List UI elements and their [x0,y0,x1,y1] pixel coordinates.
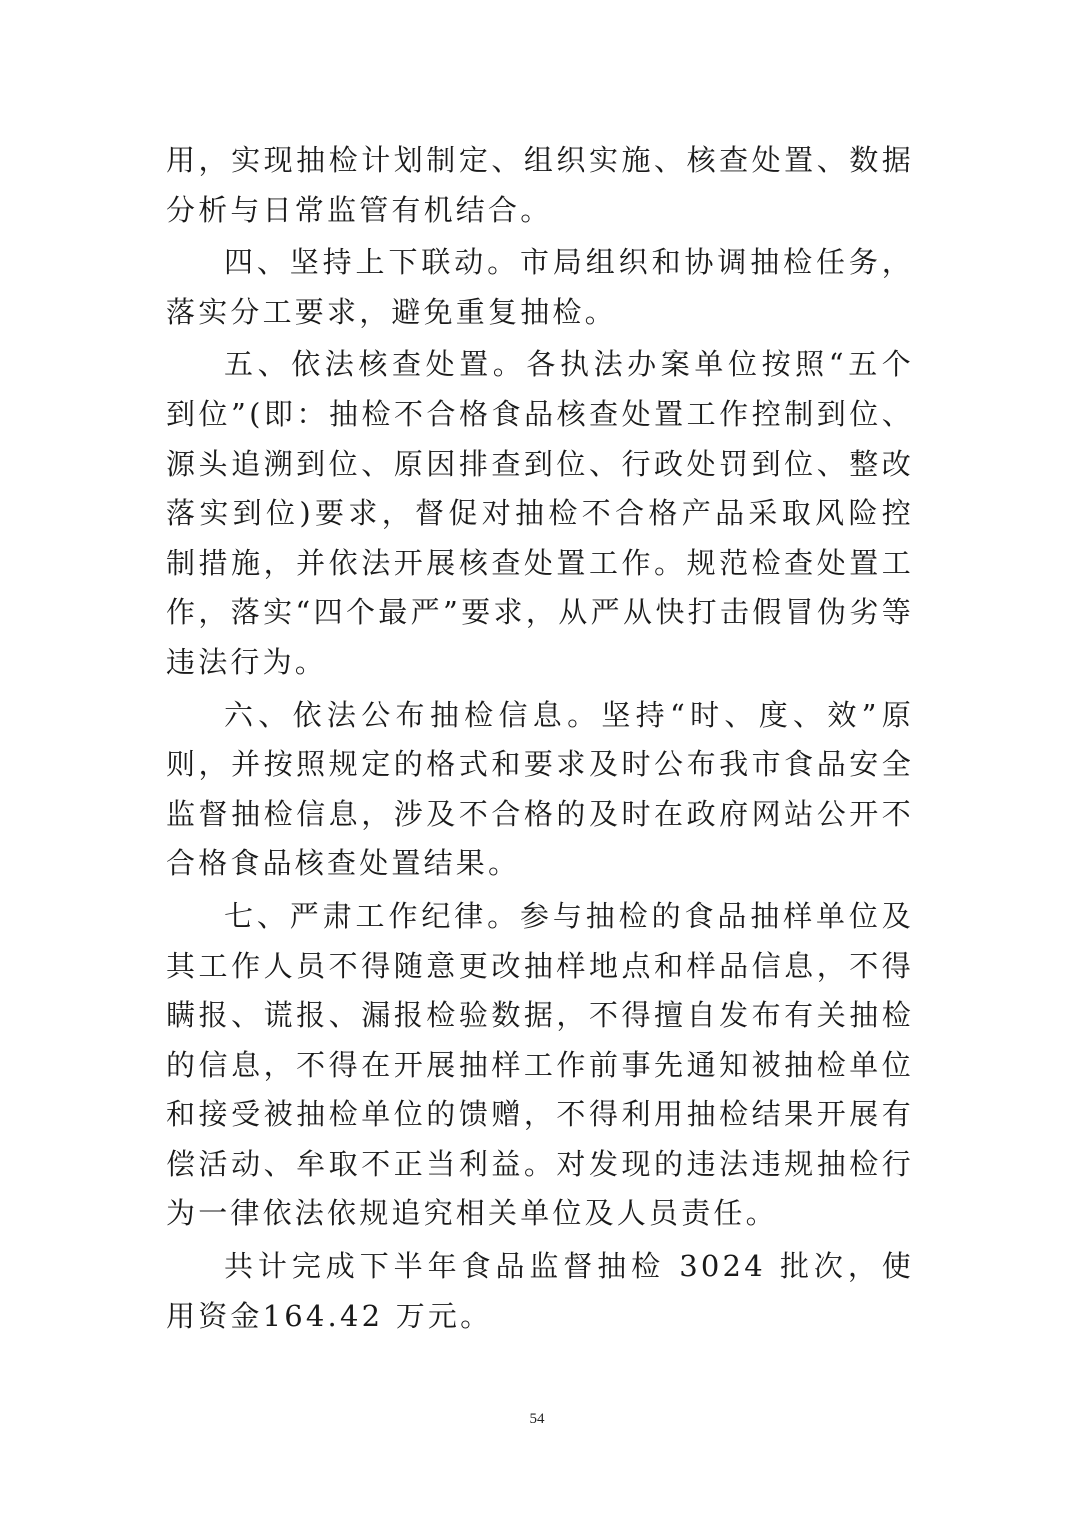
paragraph-section-four: 四、坚持上下联动。市局组织和协调抽检任务，落实分工要求，避免重复抽检。 [166,245,914,329]
paragraph-continuation: 用，实现抽检计划制定、组织实施、核查处置、数据分析与日常监管有机结合。 [166,143,914,227]
body-text [166,136,914,1344]
paragraph-section-seven: 七、严肃工作纪律。参与抽检的食品抽样单位及其工作人员不得随意更改抽样地点和样品信息，不得瞒报、谎报、漏报检验数据，不得擅自发布有关抽检的信息，不得在开展抽样工作前事先通知被抽检单位和接受被抽检单位的馈赠，不得利用抽检结果开展有偿活动、牟取不正当利益。对发现的违法违规抽检行为一律依法依规追究相关单位及人员责任。 [166,898,914,1231]
page-number: 54 [529,1411,545,1427]
paragraph-section-five: 五、依法核查处置。各执法办案单位按照“五个到位”(即：抽检不合格食品核查处置工作控制到位、源头追溯到位、原因排查到位、行政处罚到位、整改落实到位)要求，督促对抽检不合格产品采取风险控制措施，并依法开展核查处置工作。规范检查处置工作，落实“四个最严”要求，从严从快打击假冒伪劣等违法行为。 [166,347,914,679]
paragraph-summary: 共计完成下半年食品监督抽检 3024 批次，使用资金164.42 万元。 [166,1249,914,1333]
paragraph-section-six: 六、依法公布抽检信息。坚持“时、度、效”原则，并按照规定的格式和要求及时公布我市食品安全监督抽检信息，涉及不合格的及时在政府网站公开不合格食品核查处置结果。 [166,697,914,881]
